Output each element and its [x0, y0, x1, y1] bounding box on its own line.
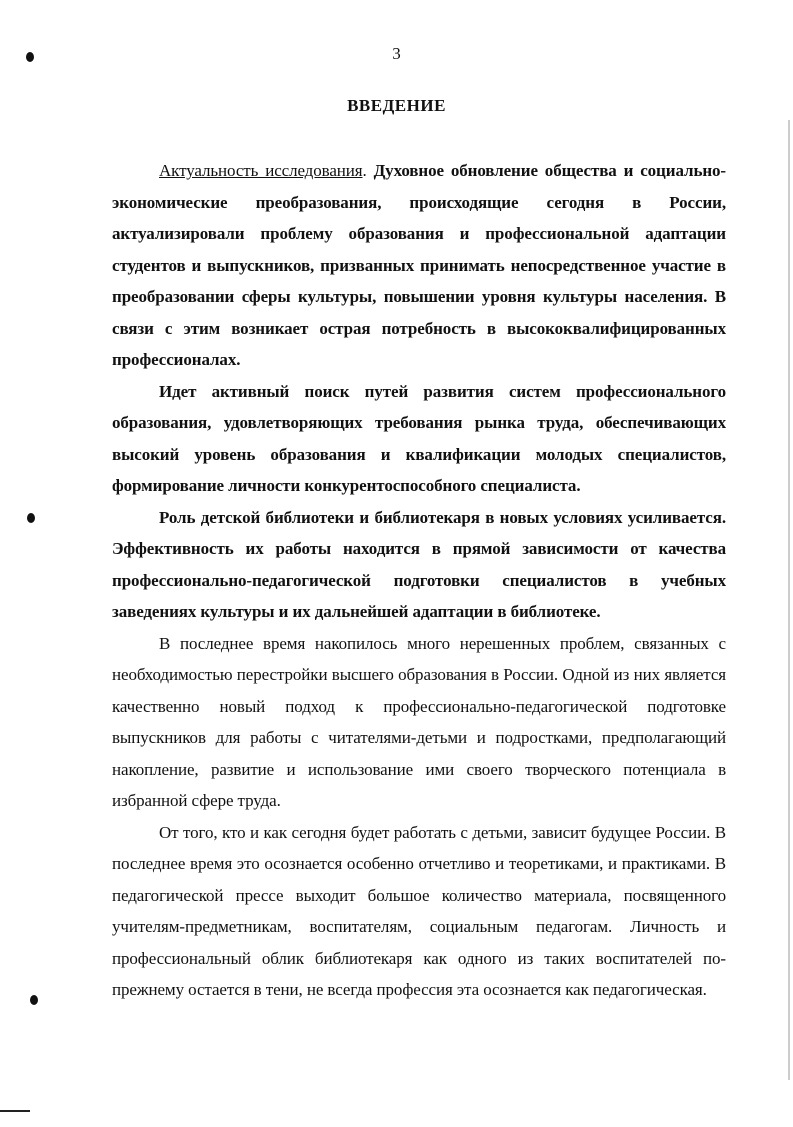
relevance-label: Актуальность исследования — [159, 161, 363, 180]
paragraph-future: От того, кто и как сегодня будет работать с детьми, зависит будущее России. В последнее время это осознается особенно отчетливо и теоретиками, и практиками. В педагогической прессе выходит большое количество материала, посвященного учителям-предметникам, воспитателям, социальным педагогам. Личность и профессиональный облик библиотекаря как одного из таких воспитателей по-прежнему остается в тени, не всегда профессия эта осознается как педагогическая. — [112, 822, 726, 999]
paragraph-library-role: Роль детской библиотеки и библиотекаря в новых условиях усиливается. Эффективность их работы находится в прямой зависимости от качества профессионально-педагогической подготовки специалистов в учебных заведениях культуры и их дальнейшей адаптации в библиотеке. — [112, 507, 726, 621]
scan-mark-bottom — [30, 995, 38, 1005]
scan-edge-line-left — [0, 1110, 30, 1112]
scan-edge-line-right — [788, 120, 790, 1080]
relevance-text: Духовное обновление общества и социально-экономические преобразования, происходящие сегодня в России, актуализировали проблему образования и профессиональной адаптации студентов и выпускников, призванных принимать непосредственное участие в преобразовании сферы культуры, повышении уровня культуры населения. В связи с этим возникает острая потребность в высококвалифицированных профессионалах. — [112, 161, 726, 369]
paragraph-search: Идет активный поиск путей развития систем профессионального образования, удовлетворяющих требования рынка труда, обеспечивающих высокий уровень образования и квалификации молодых специалистов, формирование личности конкурентоспособного специалиста. — [112, 381, 726, 495]
page-number: 3 — [392, 44, 401, 63]
page-title: ВВЕДЕНИЕ — [347, 96, 446, 115]
relevance-label-end: . — [362, 161, 367, 180]
scan-mark-middle — [27, 513, 35, 523]
paragraph-relevance — [112, 155, 726, 376]
body-text — [112, 155, 726, 1006]
paragraph-problems: В последнее время накопилось много нерешенных проблем, связанных с необходимостью перестройки высшего образования в России. Одной из них является качественно новый подход к профессионально-педагогической подготовке выпускников для работы с читателями-детьми и подростками, предполагающий накопление, развитие и использование ими своего творческого потенциала в избранной сфере труда. — [112, 633, 726, 810]
